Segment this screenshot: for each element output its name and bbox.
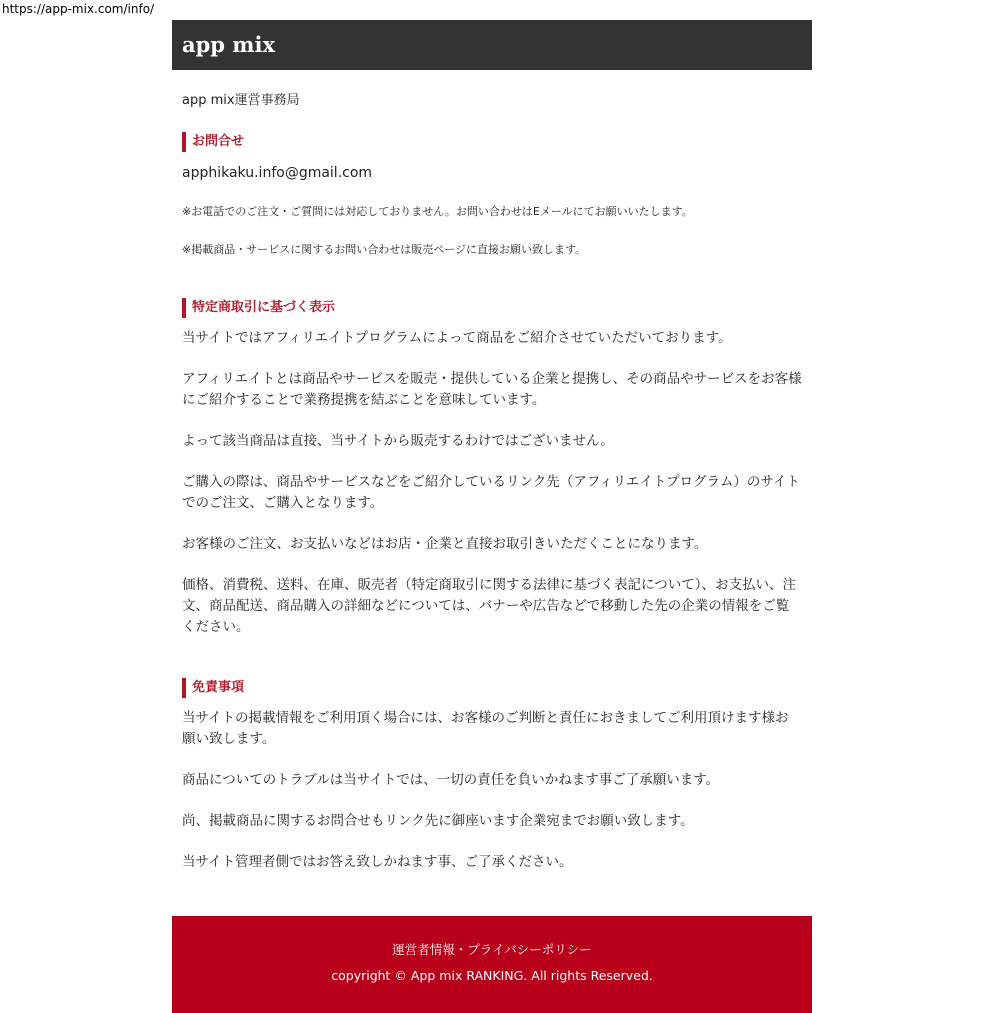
page-url: https://app-mix.com/info/ xyxy=(2,2,155,16)
tokutei-paragraph: よって該当商品は直接、当サイトから販売するわけではございません。 xyxy=(182,433,614,449)
tokutei-paragraph: 当サイトではアフィリエイトプログラムによって商品をご紹介させていただいております。 xyxy=(182,330,732,346)
menseki-heading: 免責事項 xyxy=(182,678,802,698)
site-header xyxy=(172,20,812,70)
menseki-paragraph: 商品についてのトラブルは当サイトでは、一切の責任を負いかねます事ご了承願います。 xyxy=(182,772,720,788)
menseki-paragraph: 当サイトの掲載情報をご利用頂く場合には、お客様のご判断と責任におきましてご利用頂けます様お願い致します。 xyxy=(182,710,789,747)
contact-note-2: ※掲載商品・サービスに関するお問い合わせは販売ページに直接お願い致します。 xyxy=(182,243,587,256)
tokutei-paragraph: お客様のご注文、お支払いなどはお店・企業と直接お取引きいただくことになります。 xyxy=(182,536,708,552)
menseki-paragraph: 当サイト管理者側ではお答え致しかねます事、ご了承ください。 xyxy=(182,854,573,870)
tokutei-heading: 特定商取引に基づく表示 xyxy=(182,298,802,318)
contact-note-1: ※お電話でのご注文・ご質問には対応しておりません。お問い合わせはEメールにてお願いいたします。 xyxy=(182,205,693,218)
menseki-paragraph: 尚、掲載商品に関するお問合せもリンク先に御座います企業宛までお願い致します。 xyxy=(182,813,694,829)
site-footer xyxy=(172,916,812,1013)
operator-info-link[interactable]: 運営者情報 xyxy=(392,942,455,957)
link-separator: ・ xyxy=(454,942,468,957)
site-title[interactable]: app mix xyxy=(182,32,276,57)
privacy-policy-link[interactable]: プライバシーポリシー xyxy=(467,942,592,957)
menseki-section xyxy=(182,708,802,873)
tokutei-paragraph: ご購入の際は、商品やサービスなどをご紹介しているリンク先（アフィリエイトプログラム）のサイトでのご注文、ご購入となります。 xyxy=(182,474,800,511)
tokutei-section xyxy=(182,328,802,638)
tokutei-paragraph: 価格、消費税、送料、在庫、販売者（特定商取引に関する法律に基づく表記について）、お支払い、注文、商品配送、商品購入の詳細などについては、バナーや広告などで移動した先の企業の情報をご覧ください。 xyxy=(182,577,796,635)
page-container xyxy=(172,20,812,893)
contact-email: apphikaku.info@gmail.com xyxy=(182,165,373,181)
tokutei-paragraph: アフィリエイトとは商品やサービスを販売・提供している企業と提携し、その商品やサービスをお客様にご紹介することで業務提携を結ぶことを意味しています。 xyxy=(182,371,802,408)
copyright: copyright © App mix RANKING. All rights Reserved. xyxy=(331,968,653,983)
contact-heading: お問合せ xyxy=(182,132,802,152)
organization-name: app mix運営事務局 xyxy=(182,93,300,108)
